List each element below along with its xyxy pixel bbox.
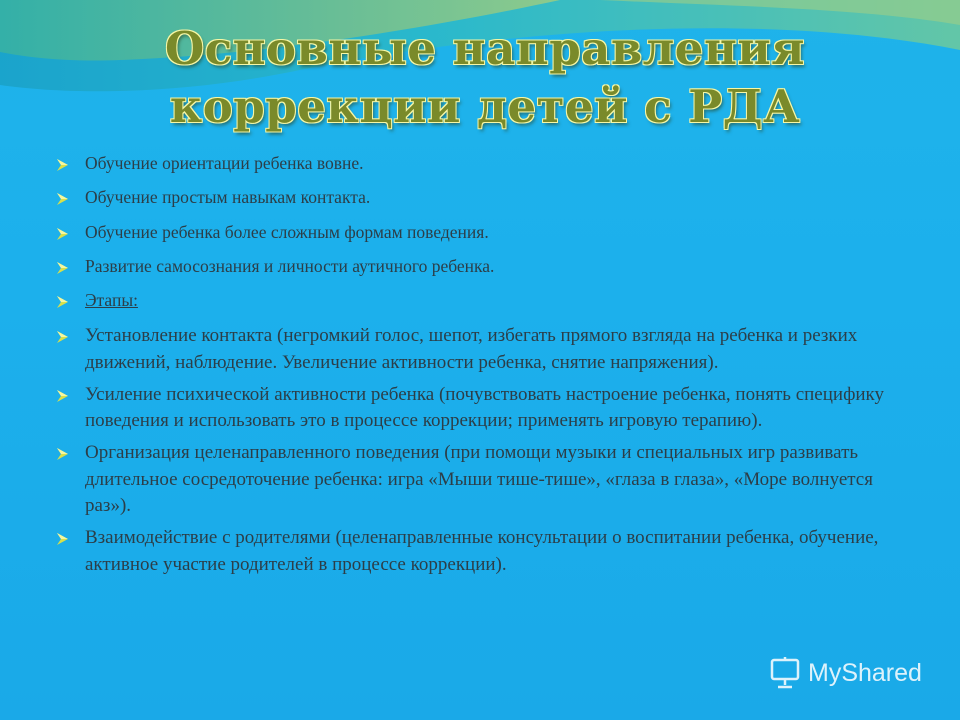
- list-item-text: Обучение ориентации ребенка вовне.: [85, 153, 364, 173]
- watermark: [768, 653, 922, 693]
- list-item: [50, 255, 910, 277]
- list-item-text: Развитие самосознания и личности аутичного ребенка.: [85, 255, 495, 276]
- list-item-text: Установление контакта (негромкий голос, шепот, избегать прямого взгляда на ребенка и резких движений, наблюдение. Увеличение активности ребенка, снятие напряжения).: [85, 325, 858, 373]
- list-item-text: Организация целенаправленного поведения (при помощи музыки и специальных игр развивать длительное сосредоточение ребенка: игра «Мыши тише-тише», «глаза в глаза», «Море волнуется раз»).: [85, 442, 873, 517]
- arrow-bullet-icon: [56, 227, 70, 241]
- arrow-bullet-icon: [56, 330, 70, 344]
- arrow-bullet-icon: [56, 158, 70, 172]
- arrow-bullet-icon: [56, 192, 70, 206]
- list-item-text: Взаимодействие с родителями (целенаправленные консультации о воспитании ребенка, обучение, активное участие родителей в процессе коррекции).: [85, 527, 879, 575]
- arrow-bullet-icon: [56, 532, 70, 546]
- title-line-1: Основные направления: [165, 22, 805, 75]
- list-item: [50, 382, 910, 435]
- watermark-text: MyShared: [808, 658, 922, 687]
- arrow-bullet-icon: [56, 295, 70, 309]
- list-item-text: Этапы:: [85, 290, 138, 311]
- arrow-bullet-icon: [56, 389, 70, 403]
- list-item: [50, 152, 910, 174]
- list-item: [50, 440, 910, 520]
- title-line-2: коррекции детей с РДА: [169, 80, 801, 133]
- bullet-list: [50, 152, 910, 584]
- arrow-bullet-icon: [56, 261, 70, 275]
- slide-title: [0, 20, 960, 136]
- arrow-bullet-icon: [56, 447, 70, 461]
- list-item: [50, 323, 910, 376]
- presentation-icon: [768, 656, 802, 690]
- list-item: [50, 525, 910, 578]
- list-item-text: Обучение ребенка более сложным формам поведения.: [85, 221, 489, 242]
- list-item-text: Обучение простым навыкам контакта.: [85, 187, 371, 208]
- list-item: [50, 186, 910, 208]
- list-item-text: Усиление психической активности ребенка (почувствовать настроение ребенка, понять специфику поведения и использовать это в процессе коррекции; применять игровую терапию).: [85, 383, 885, 432]
- list-item: [50, 221, 910, 243]
- list-item: [50, 289, 910, 311]
